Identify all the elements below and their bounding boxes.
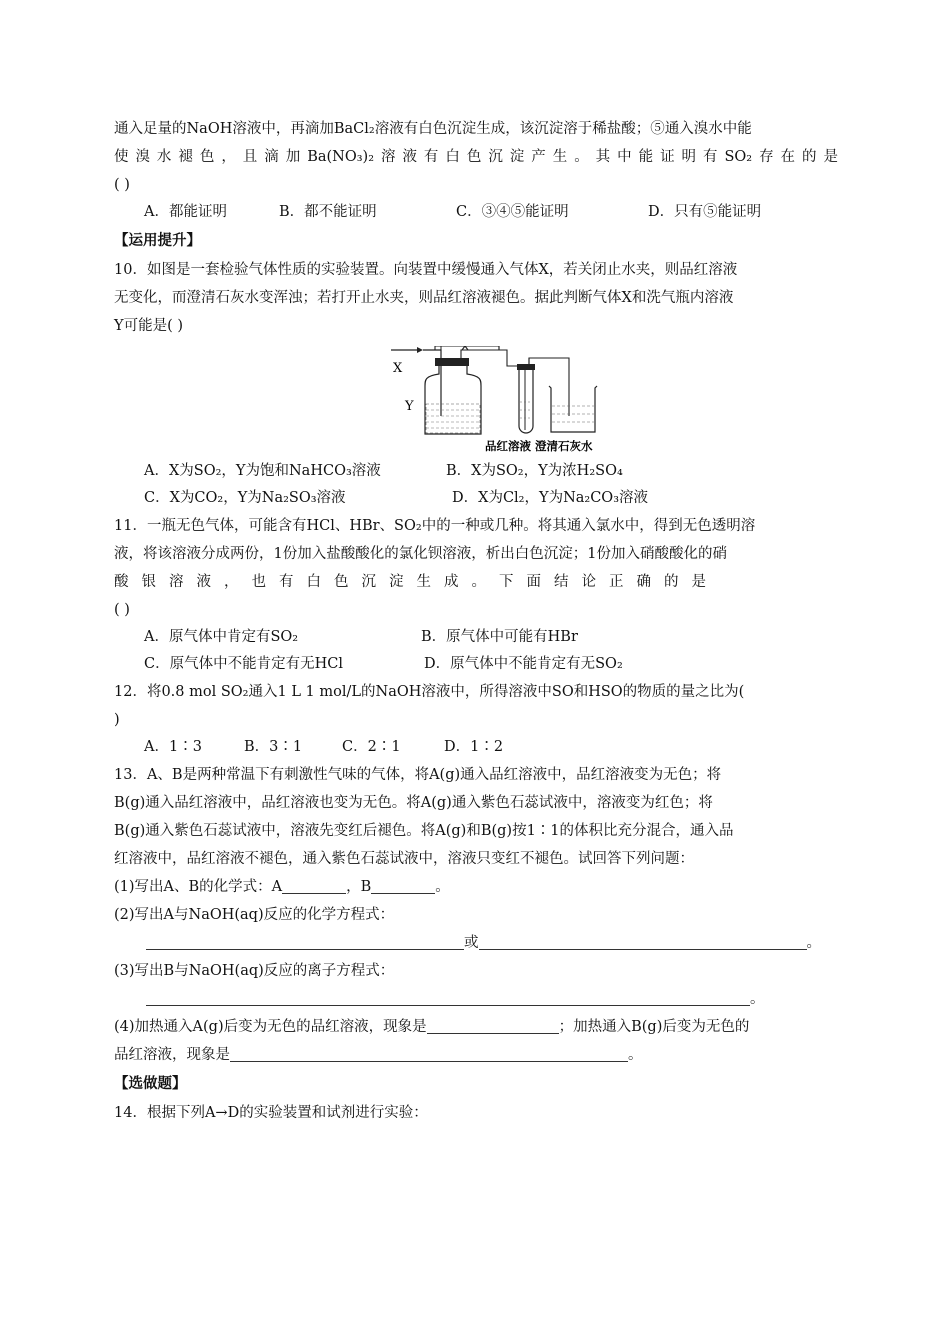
q13-line-4: 红溶液中，品红溶液不褪色，通入紫色石蕊试液中，溶液只变红不褪色。试回答下列问题：	[114, 851, 694, 867]
answer-blank-sub2-1[interactable]	[146, 933, 464, 950]
q13-sub4-prefix: (4)加热通入A(g)后变为无色的品红溶液，现象是	[114, 1019, 427, 1035]
test-tube-stopper	[517, 364, 535, 370]
label-x: X	[393, 361, 403, 376]
q9-option-b: B．都不能证明	[279, 204, 377, 220]
answer-blank-sub3[interactable]	[146, 989, 750, 1006]
beaker	[549, 386, 597, 432]
q12-line-2: )	[114, 712, 120, 728]
bottle-liquid	[426, 404, 480, 433]
q13-sub1	[114, 873, 838, 901]
apparatus-diagram	[389, 346, 729, 454]
q13-sub2-answer	[114, 929, 838, 957]
q12-option-d: D．1∶2	[444, 739, 504, 755]
q10-line-3: Y可能是( )	[114, 318, 183, 334]
q13-sub4-end: 。	[628, 1047, 643, 1063]
q11-line-3: 酸银溶液，也有白色沉淀生成。下面结论正确的是	[114, 574, 719, 590]
q11-line-4: ( )	[114, 602, 130, 618]
q14-line-1: 14．根据下列A→D的实验装置和试剂进行实验：	[114, 1105, 428, 1121]
q12-option-a: A．1∶3	[144, 739, 202, 755]
q13-sub3-end: 。	[750, 991, 765, 1007]
q13-sub1-prefix: (1)写出A、B的化学式：A	[114, 879, 283, 895]
q12-options	[114, 734, 838, 761]
q13-sub1-end: 。	[435, 879, 450, 895]
q9-line-1: 通入足量的NaOH溶液中，再滴加BaCl₂溶液有白色沉淀生成，该沉淀溶于稀盐酸；⑤通入溴水中能	[114, 121, 752, 137]
q12-line-1: 12．将0.8 mol SO₂通入1 L 1 mol/L的NaOH溶液中，所得溶液中SO和HSO的物质的量之比为(	[114, 684, 745, 700]
q10-line-1: 10．如图是一套检验气体性质的实验装置。向装置中缓慢通入气体X，若关闭止水夹，则品红溶液	[114, 262, 738, 278]
q12-option-c: C．2∶1	[342, 739, 401, 755]
q10-options-row2	[114, 485, 838, 512]
q10-option-d: D．X为Cl₂，Y为Na₂CO₃溶液	[452, 490, 649, 506]
figure-caption: 品红溶液 澄清石灰水	[485, 439, 593, 453]
q10-option-b: B．X为SO₂，Y为浓H₂SO₄	[446, 463, 623, 479]
q10-options-row1	[114, 458, 838, 485]
q11-option-c: C．原气体中不能肯定有无HCl	[144, 656, 343, 672]
answer-blank-sub4-1[interactable]	[427, 1017, 559, 1034]
q13-line-2: B(g)通入品红溶液中，品红溶液也变为无色。将A(g)通入紫色石蕊试液中，溶液变为红色；将	[114, 795, 713, 811]
label-y: Y	[405, 399, 414, 414]
q13-sub4-cont: 品红溶液，现象是	[114, 1047, 230, 1063]
q9-option-a: A．都能证明	[144, 204, 227, 220]
section-heading-apply: 【运用提升】	[114, 233, 201, 249]
q10-apparatus-figure	[114, 346, 838, 454]
q10-line-2: 无变化，而澄清石灰水变浑浊；若打开止水夹，则品红溶液褪色。据此判断气体X和洗气瓶内溶液	[114, 290, 734, 306]
q13-sub4-line2	[114, 1041, 838, 1069]
answer-blank-b[interactable]	[371, 877, 435, 894]
q13-sub2-or: 或	[464, 935, 479, 951]
document-page	[114, 115, 838, 1127]
q13-line-1: 13．A、B是两种常温下有刺激性气味的气体，将A(g)通入品红溶液中，品红溶液变为无色；将	[114, 767, 722, 783]
test-tube	[519, 370, 533, 433]
q9-options	[114, 199, 838, 226]
q11-line-2: 液，将该溶液分成两份，1份加入盐酸酸化的氯化钡溶液，析出白色沉淀；1份加入硝酸酸化的硝	[114, 546, 727, 562]
q11-option-a: A．原气体中肯定有SO₂	[144, 629, 299, 645]
q13-sub4-line1	[114, 1013, 838, 1041]
q9-option-d: D．只有⑤能证明	[648, 204, 762, 220]
q13-sub2: (2)写出A与NaOH(aq)反应的化学方程式：	[114, 907, 395, 923]
answer-blank-a[interactable]	[282, 877, 346, 894]
q12-option-b: B．3∶1	[244, 739, 303, 755]
section-heading-optional: 【选做题】	[114, 1076, 187, 1092]
q13-line-3: B(g)通入紫色石蕊试液中，溶液先变红后褪色。将A(g)和B(g)按1∶1的体积比充分混合，通入品	[114, 823, 734, 839]
wash-bottle	[425, 366, 481, 434]
q11-option-b: B．原气体中可能有HBr	[421, 629, 578, 645]
q10-option-a: A．X为SO₂，Y为饱和NaHCO₃溶液	[144, 463, 381, 479]
q10-option-c: C．X为CO₂，Y为Na₂SO₃溶液	[144, 490, 346, 506]
answer-blank-sub4-2[interactable]	[230, 1045, 628, 1062]
q13-sub1-mid: ，B	[346, 879, 372, 895]
q11-options-row2	[114, 651, 838, 678]
answer-blank-sub2-2[interactable]	[479, 933, 807, 950]
q13-sub3: (3)写出B与NaOH(aq)反应的离子方程式：	[114, 963, 395, 979]
q9-line-2: 使溴水褪色，且滴加Ba(NO₃)₂溶液有白色沉淀产生。其中能证明有SO₂存在的是	[114, 149, 838, 165]
arrow-head-icon	[417, 347, 423, 353]
q9-option-c: C．③④⑤能证明	[456, 204, 569, 220]
q11-line-1: 11．一瓶无色气体，可能含有HCl、HBr、SO₂中的一种或几种。将其通入氯水中，得到无色透明溶	[114, 518, 756, 534]
q13-sub2-end: 。	[806, 935, 821, 951]
bottle-stopper	[435, 358, 469, 366]
q11-options-row1	[114, 624, 838, 651]
q13-sub4-mid: ；加热通入B(g)后变为无色的	[558, 1019, 750, 1035]
q13-sub3-answer	[114, 985, 838, 1013]
q11-option-d: D．原气体中不能肯定有无SO₂	[424, 656, 623, 672]
q9-line-3: ( )	[114, 177, 130, 193]
